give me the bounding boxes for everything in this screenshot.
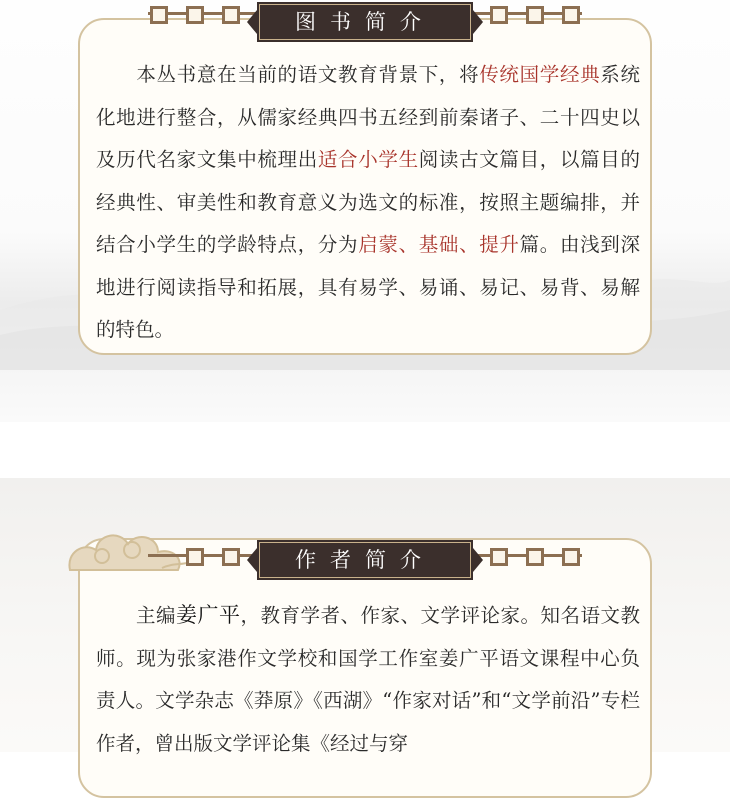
title-deco-square <box>490 548 508 566</box>
book-intro-text <box>96 54 640 352</box>
section-gap <box>0 422 730 478</box>
author-lead: 主编 <box>96 604 176 627</box>
paragraph-segment: 本丛书意在当前的语文教育背景下，将 <box>96 63 480 86</box>
title-deco-square <box>222 6 240 24</box>
author-intro-title: 作者简介 <box>257 540 473 580</box>
highlight-text: 适合小学生 <box>317 148 419 171</box>
title-deco-square <box>526 548 544 566</box>
highlight-text: 启蒙、基础、提升 <box>358 233 520 256</box>
paragraph-segment: 篇。由浅到深地进行阅读指导和拓展，具有易学、易诵、易记、易背、易解的特色。 <box>96 233 640 341</box>
title-deco-square <box>150 6 168 24</box>
title-deco-square <box>186 6 204 24</box>
title-deco-square <box>186 548 204 566</box>
paragraph-segment: 阅读古文篇目，以篇目的经典性、审美性和教育意义为选文的标准，按照主题编排，并结合小学生的学龄特点，分为 <box>96 148 640 256</box>
title-deco-square <box>526 6 544 24</box>
book-intro-title: 图书简介 <box>257 2 473 42</box>
author-bio: ，教育学者、作家、文学评论家。知名语文教师。现为张家港作文学校和国学工作室姜广平语文课程中心负责人。文学杂志《莽原》《西湖》“作家对话”和“文学前沿”专栏作者，曾出版文学评论集《经过与穿 <box>96 604 640 755</box>
paragraph-segment: 系统化地进行整合，从儒家经典四书五经到前秦诸子、二十四史以及历代名家文集中梳理出 <box>96 63 640 171</box>
title-deco-square <box>490 6 508 24</box>
title-deco-square <box>562 548 580 566</box>
title-deco-square <box>222 548 240 566</box>
highlight-text: 传统国学经典 <box>479 63 601 86</box>
auspicious-cloud-icon <box>62 512 202 582</box>
title-deco-square <box>562 6 580 24</box>
author-intro-text <box>96 594 640 765</box>
author-name: 姜广平 <box>176 603 241 627</box>
